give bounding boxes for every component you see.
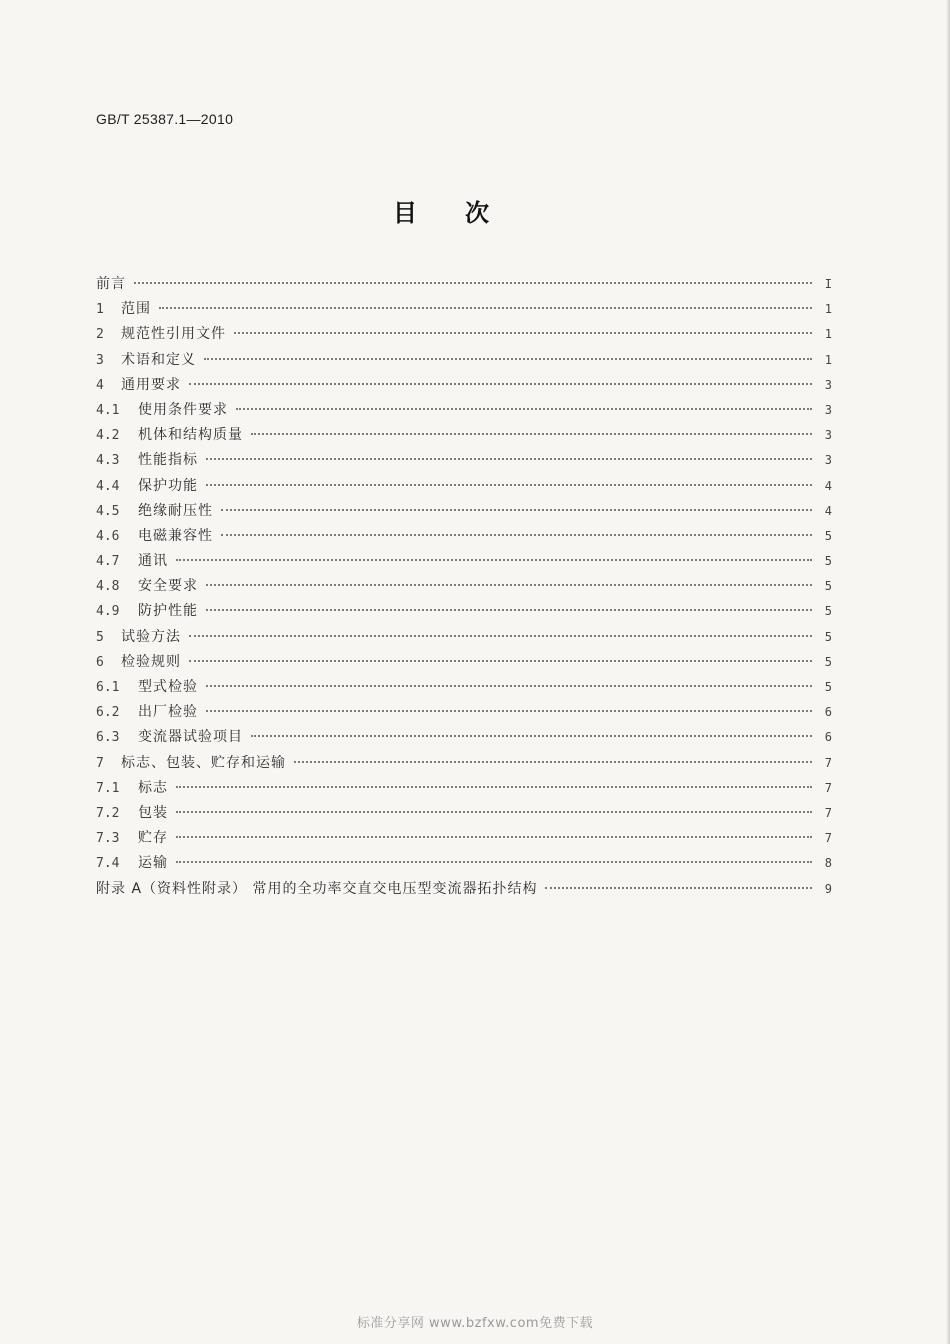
- toc-entry[interactable]: [96, 549, 832, 574]
- toc-entry[interactable]: [96, 625, 832, 650]
- toc-leader-dots: [159, 306, 812, 309]
- toc-entry[interactable]: [96, 877, 832, 902]
- toc-entry[interactable]: [96, 751, 832, 776]
- watermark-footer: 标准分享网 www.bzfxw.com免费下载: [356, 1316, 594, 1331]
- toc-entry-label: 运输: [138, 855, 168, 872]
- toc-entry[interactable]: [96, 700, 832, 725]
- toc-leader-dots: [189, 634, 812, 637]
- toc-entry-number: 4.2: [96, 428, 120, 444]
- toc-entry-label: 贮存: [138, 830, 168, 847]
- toc-entry-label: 电磁兼容性: [138, 527, 213, 544]
- toc-entry-page: 8: [824, 856, 832, 871]
- toc-entry-page: 9: [824, 881, 832, 896]
- toc-entry-number: 4.9: [96, 604, 120, 620]
- toc-entry[interactable]: [96, 322, 832, 347]
- toc-entry-number: 4.6: [96, 528, 120, 544]
- toc-entry-label: 标志、包装、贮存和运输: [121, 754, 286, 771]
- toc-entry-page: 5: [824, 554, 832, 569]
- toc-entry-number: 4.7: [96, 554, 120, 570]
- toc-leader-dots: [251, 432, 812, 435]
- toc-entry[interactable]: [96, 675, 832, 700]
- toc-entry-number: 2: [96, 327, 104, 343]
- toc-entry-number: 6.1: [96, 680, 120, 695]
- toc-entry-label: 通用要求: [121, 376, 181, 393]
- toc-entry-page: 5: [824, 629, 832, 644]
- toc-entry-number: 6.2: [96, 705, 120, 721]
- toc-entry-label: 试验方法: [121, 628, 181, 645]
- toc-entry[interactable]: [96, 272, 832, 297]
- toc-entry[interactable]: [96, 776, 832, 801]
- toc-entry[interactable]: [96, 423, 832, 448]
- toc-entry-page: I: [824, 277, 832, 291]
- toc-leader-dots: [206, 483, 812, 486]
- toc-leader-dots: [176, 785, 812, 788]
- toc-entry-page: 7: [824, 831, 832, 846]
- toc-entry-number: 4.1: [96, 402, 120, 418]
- toc-entry-number: 5: [96, 629, 104, 645]
- toc-leader-dots: [294, 760, 812, 763]
- toc-leader-dots: [206, 709, 812, 712]
- toc-entry[interactable]: [96, 474, 832, 499]
- toc-entry-label: 规范性引用文件: [121, 326, 226, 343]
- standard-number: GB/T 25387.1—2010: [96, 111, 234, 127]
- toc-entry[interactable]: [96, 448, 832, 473]
- toc-entry-page: 3: [824, 453, 832, 468]
- toc-entry-page: 5: [824, 579, 832, 594]
- toc-entry-page: 3: [824, 402, 832, 417]
- toc-entry-page: 3: [824, 428, 832, 443]
- toc-leader-dots: [221, 533, 812, 536]
- toc-entry-page: 7: [824, 780, 832, 795]
- toc-entry-label: 附录 A（资料性附录） 常用的全功率交直交电压型变流器拓扑结构: [96, 880, 538, 897]
- toc-entry-page: 4: [824, 503, 832, 518]
- toc-entry-number: 7: [96, 755, 104, 771]
- toc-entry-number: 7.2: [96, 805, 120, 821]
- toc-entry-page: 5: [824, 604, 832, 619]
- toc-entry[interactable]: [96, 524, 832, 549]
- toc-leader-dots: [134, 281, 812, 284]
- toc-leader-dots: [206, 457, 812, 460]
- toc-leader-dots: [189, 382, 812, 385]
- toc-entry-page: 6: [824, 730, 832, 745]
- toc-entry[interactable]: [96, 801, 832, 826]
- toc-entry-label: 变流器试验项目: [138, 729, 243, 746]
- toc-leader-dots: [221, 508, 812, 511]
- toc-entry-page: 7: [824, 755, 832, 770]
- toc-entry[interactable]: [96, 297, 832, 322]
- toc-entry-number: 4.5: [96, 503, 120, 519]
- toc-entry-page: 1: [824, 352, 832, 367]
- toc-entry-label: 出厂检验: [138, 704, 198, 721]
- toc-entry-page: 4: [824, 478, 832, 493]
- toc-leader-dots: [234, 331, 812, 334]
- toc-entry-label: 绝缘耐压性: [138, 502, 213, 519]
- toc-entry-number: 6: [96, 654, 104, 670]
- toc-entry-label: 检验规则: [121, 653, 181, 670]
- toc-leader-dots: [545, 886, 812, 889]
- toc-leader-dots: [251, 734, 812, 737]
- toc-leader-dots: [176, 810, 812, 813]
- toc-entry[interactable]: [96, 599, 832, 624]
- toc-entry-number: 7.3: [96, 831, 120, 847]
- toc-entry[interactable]: [96, 398, 832, 423]
- toc-entry-label: 通讯: [138, 553, 168, 570]
- toc-entry[interactable]: [96, 499, 832, 524]
- toc-leader-dots: [176, 835, 812, 838]
- toc-entry-page: 3: [824, 377, 832, 392]
- toc-entry[interactable]: [96, 574, 832, 599]
- toc-entry-number: 7.4: [96, 856, 120, 872]
- table-of-contents: [96, 272, 832, 902]
- page-edge-shadow: [946, 0, 950, 1344]
- toc-entry-number: 4.4: [96, 478, 120, 494]
- toc-entry-number: 4.3: [96, 453, 120, 469]
- toc-leader-dots: [176, 558, 812, 561]
- toc-entry[interactable]: [96, 826, 832, 851]
- toc-entry-page: 1: [824, 327, 832, 342]
- toc-entry-label: 机体和结构质量: [138, 427, 243, 444]
- toc-entry-label: 前言: [96, 276, 126, 292]
- toc-entry-label: 性能指标: [138, 452, 198, 469]
- toc-entry-number: 7.1: [96, 780, 120, 796]
- toc-entry-page: 5: [824, 528, 832, 543]
- toc-leader-dots: [236, 407, 812, 410]
- toc-entry-label: 标志: [138, 779, 168, 796]
- toc-entry-number: 6.3: [96, 730, 120, 746]
- toc-entry-page: 6: [824, 705, 832, 720]
- toc-entry[interactable]: [96, 373, 832, 398]
- page-title: 目次: [393, 199, 537, 227]
- toc-entry-label: 范围: [121, 301, 151, 318]
- toc-leader-dots: [189, 659, 812, 662]
- toc-entry-label: 术语和定义: [121, 351, 196, 368]
- toc-entry[interactable]: [96, 348, 832, 373]
- toc-entry-number: 1: [96, 302, 104, 318]
- toc-entry-label: 保护功能: [138, 477, 198, 494]
- toc-entry-label: 防护性能: [138, 603, 198, 620]
- toc-entry-label: 安全要求: [138, 578, 198, 595]
- toc-entry-page: 5: [824, 680, 832, 694]
- toc-entry-page: 5: [824, 654, 832, 669]
- toc-entry[interactable]: [96, 725, 832, 750]
- toc-entry-number: 4: [96, 377, 104, 393]
- toc-leader-dots: [206, 583, 812, 586]
- toc-leader-dots: [204, 357, 812, 360]
- toc-entry-label: 使用条件要求: [138, 401, 228, 418]
- toc-entry-label: 型式检验: [138, 679, 198, 695]
- toc-leader-dots: [176, 860, 812, 863]
- toc-entry-number: 4.8: [96, 579, 120, 595]
- toc-entry-page: 7: [824, 805, 832, 820]
- toc-leader-dots: [206, 684, 812, 687]
- toc-entry[interactable]: [96, 851, 832, 876]
- toc-entry-label: 包装: [138, 804, 168, 821]
- toc-entry[interactable]: [96, 650, 832, 675]
- toc-entry-page: 1: [824, 302, 832, 317]
- toc-leader-dots: [206, 608, 812, 611]
- toc-entry-number: 3: [96, 352, 104, 368]
